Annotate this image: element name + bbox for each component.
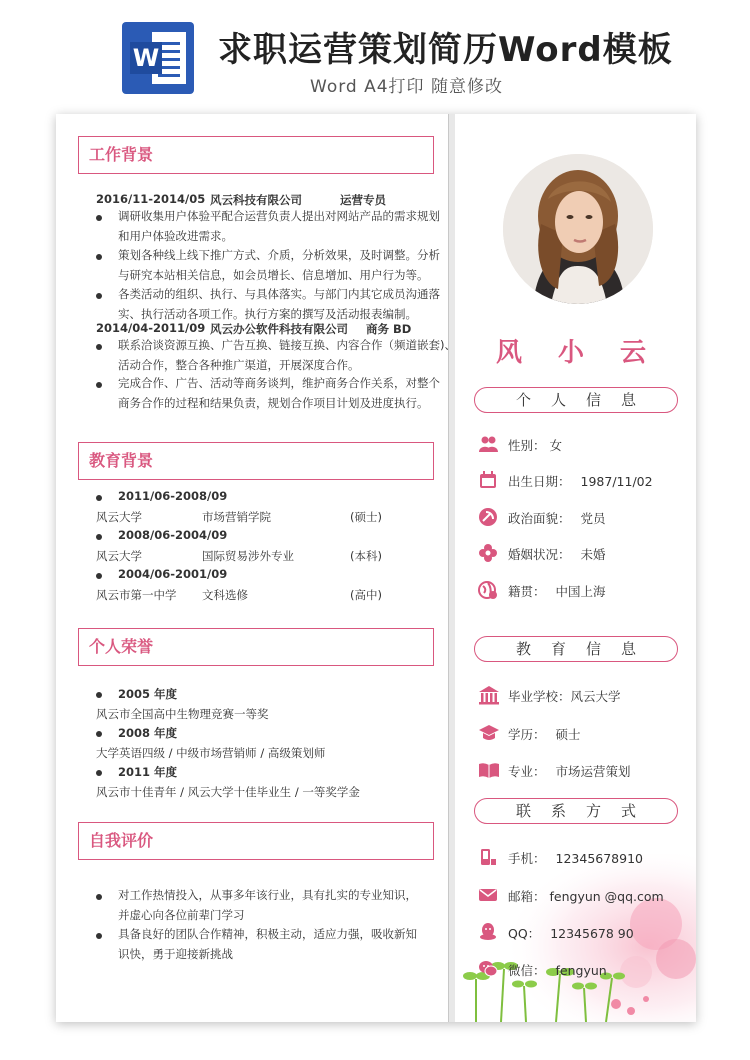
info-qq: QQ： 12345678 90 [508, 926, 634, 941]
work-section-heading: 工作背景 [78, 136, 434, 174]
resume-sheet [56, 114, 696, 1022]
flower-icon [478, 543, 498, 563]
contact-heading: 联系方式 [474, 798, 678, 824]
mail-icon [478, 885, 498, 905]
honor-year: 2005 年度 [118, 687, 178, 701]
bullet-dot [96, 933, 102, 939]
job-period: 2016/11-2014/05 [96, 192, 206, 206]
edu-school: 风云大学 [96, 510, 142, 524]
avatar [503, 154, 653, 304]
edu-school: 风云市第一中学 [96, 588, 177, 602]
job-company: 风云办公软件科技有限公司 [210, 322, 348, 336]
phone-icon [478, 847, 498, 867]
bullet-dot [96, 215, 102, 221]
info-marital: 婚姻状况： 未婚 [508, 547, 606, 562]
edu-major: 市场营销学院 [202, 510, 271, 524]
qq-icon [478, 922, 498, 942]
info-political: 政治面貌： 党员 [508, 511, 606, 526]
info-degree: 学历： 硕士 [508, 727, 581, 742]
job-bullet: 联系洽谈资源互换、广告互换、链接互换、内容合作（频道嵌套)、 活动合作，整合各种推广渠道，开展深度合作。 [118, 338, 456, 372]
bullet-dot [96, 382, 102, 388]
honor-text: 风云市全国高中生物理竞赛一等奖 [96, 707, 269, 721]
edu-major: 国际贸易涉外专业 [202, 549, 294, 563]
honors-section-heading: 个人荣誉 [78, 628, 434, 666]
edu-degree: (硕士) [350, 510, 382, 524]
gender-icon [478, 434, 498, 454]
job-period: 2014/04-2011/09 [96, 321, 206, 335]
education-section-heading: 教育背景 [78, 442, 434, 480]
document-header [0, 0, 750, 110]
edu-degree: (高中) [350, 588, 382, 602]
candidate-name: 风小云 [496, 338, 683, 368]
job-company: 风云科技有限公司 [210, 193, 302, 207]
bullet-dot [96, 573, 102, 579]
bullet-dot [96, 894, 102, 900]
self-eval-bullet: 对工作热情投入，从事多年该行业，具有扎实的专业知识， 并虚心向各位前辈门学习 [118, 888, 417, 922]
job-role: 运营专员 [340, 193, 386, 207]
bullet-dot [96, 495, 102, 501]
wechat-icon [478, 959, 498, 979]
info-hometown: 籍贯： 中国上海 [508, 584, 606, 599]
education-info-heading: 教育信息 [474, 636, 678, 662]
info-major: 专业： 市场运营策划 [508, 764, 631, 779]
bullet-dot [96, 293, 102, 299]
edu-degree: (本科) [350, 549, 382, 563]
edu-period: 2008/06-2004/09 [118, 528, 228, 542]
job-bullet: 调研收集用户体验平配合运营负责人提出对网站产品的需求规划 和用户体验改进需求。 [118, 209, 440, 243]
info-email: 邮箱： fengyun @qq.com [508, 889, 664, 904]
personal-info-heading: 个人信息 [474, 387, 678, 413]
self-eval-section-heading: 自我评价 [78, 822, 434, 860]
job-bullet: 完成合作、广告、活动等商务谈判，维护商务合作关系，对整个 商务合作的过程和结果负责，规划合作项目计划及进度执行。 [118, 376, 440, 410]
edu-period: 2011/06-2008/09 [118, 489, 228, 503]
job-role: 商务 BD [366, 322, 412, 336]
calendar-icon [478, 470, 498, 490]
bullet-dot [96, 344, 102, 350]
edu-period: 2004/06-2001/09 [118, 567, 228, 581]
bullet-dot [96, 770, 102, 776]
bullet-dot [96, 692, 102, 698]
page-title: 求职运营策划简历Word模板 [218, 30, 673, 70]
bullet-dot [96, 534, 102, 540]
info-wechat: 微信： fengyun [508, 963, 607, 978]
globe-icon [478, 580, 498, 600]
job-bullet: 各类活动的组织、执行、与具体落实。与部门内其它成员沟通落 实、执行活动各项工作。执行方案的撰写及活动报表编制。 [118, 287, 440, 321]
info-school: 毕业学校：风云大学 [508, 689, 621, 704]
party-emblem-icon [478, 507, 498, 527]
job-bullet: 策划各种线上线下推广方式、介质，分析效果，及时调整。分析 与研究本站相关信息，如会员增长、信息增加、用户行为等。 [118, 248, 440, 282]
honor-text: 大学英语四级 / 中级市场营销师 / 高级策划师 [96, 746, 326, 760]
bullet-dot [96, 731, 102, 737]
word-logo-icon [122, 22, 194, 94]
book-icon [478, 760, 498, 780]
self-eval-bullet: 具备良好的团队合作精神，积极主动，适应力强，吸收新知 识快，勇于迎接新挑战 [118, 927, 417, 961]
honor-year: 2011 年度 [118, 765, 178, 779]
bullet-dot [96, 254, 102, 260]
info-phone: 手机： 12345678910 [508, 851, 643, 866]
honor-year: 2008 年度 [118, 726, 178, 740]
info-birthdate: 出生日期： 1987/11/02 [508, 474, 653, 489]
word-logo-letter: W [130, 42, 162, 74]
graduation-cap-icon [478, 723, 498, 743]
school-building-icon [478, 685, 498, 705]
honor-text: 风云市十佳青年 / 风云大学十佳毕业生 / 一等奖学金 [96, 785, 360, 799]
info-gender: 性别： 女 [508, 438, 563, 453]
column-divider [448, 114, 455, 1022]
edu-major: 文科选修 [202, 588, 248, 602]
edu-school: 风云大学 [96, 549, 142, 563]
page-subtitle: Word A4打印 随意修改 [310, 77, 503, 97]
